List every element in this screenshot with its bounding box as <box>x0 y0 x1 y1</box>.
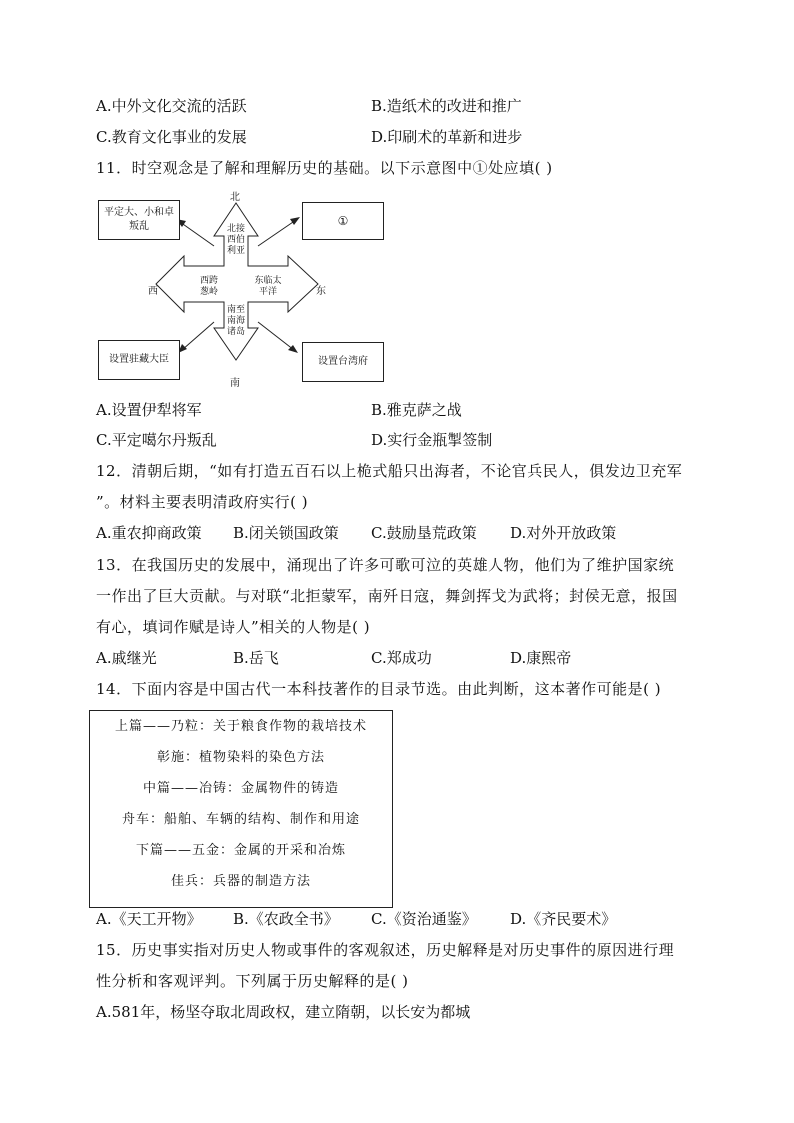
q14-option-c: C.《资治通鉴》 <box>371 910 477 928</box>
se-event-box: 设置台湾府 <box>302 342 384 382</box>
q15-option-a: A.581年，杨坚夺取北周政权，建立隋朝，以长安为都城 <box>96 1003 471 1021</box>
east-arrow-text: 东临太 平洋 <box>254 276 282 297</box>
q10-option-d: D.印刷术的革新和进步 <box>371 128 523 146</box>
q11-option-a: A.设置伊犁将军 <box>96 401 202 419</box>
q14-option-a: A.《天工开物》 <box>96 910 202 928</box>
q11-stem: 11．时空观念是了解和理解历史的基础。以下示意图中①处应填( ) <box>96 159 553 177</box>
book-line-1: 上篇——乃粒：关于粮食作物的栽培技术 <box>114 719 367 734</box>
book-line-4: 舟车：船舶、车辆的结构、制作和用途 <box>121 812 360 827</box>
south-arrow-text: 南至 南海 诸岛 <box>226 305 245 337</box>
q13-option-c: C.郑成功 <box>371 649 432 667</box>
q13-option-b: B.岳飞 <box>233 649 279 667</box>
west-label: 西 <box>148 286 158 297</box>
territory-map-diagram <box>96 188 396 388</box>
nw-event-box: 平定大、小和卓 叛乱 <box>98 200 180 240</box>
q10-option-a: A.中外文化交流的活跃 <box>96 97 247 115</box>
book-line-3: 中篇——冶铸：金属物件的铸造 <box>142 781 339 796</box>
west-arrow-text: 西跨 葱岭 <box>199 276 218 297</box>
q11-option-b: B.雅克萨之战 <box>371 401 462 419</box>
q14-stem: 14．下面内容是中国古代一本科技著作的目录节选。由此判断，这本著作可能是( ) <box>96 680 662 698</box>
q12-option-a: A.重农抑商政策 <box>96 524 202 542</box>
q13-option-a: A.戚继光 <box>96 649 157 667</box>
book-line-2: 彰施：植物染料的染色方法 <box>156 750 325 765</box>
q13-stem-line2: 一作出了巨大贡献。与对联“北拒蒙军，南歼日寇，舞剑挥戈为武将；封侯无意，报国 <box>96 587 678 605</box>
book-contents-box <box>89 710 393 908</box>
q12-stem-line1: 12．清朝后期，“如有打造五百石以上桅式船只出海者，不论官兵民人，俱发边卫充军 <box>96 462 683 480</box>
q14-option-d: D.《齐民要术》 <box>510 910 617 928</box>
east-label: 东 <box>316 286 326 297</box>
sw-event-box: 设置驻藏大臣 <box>98 340 180 380</box>
q14-option-b: B.《农政全书》 <box>233 910 339 928</box>
ne-blank-box: ① <box>302 202 384 240</box>
q15-stem-line2: 性分析和客观评判。下列属于历史解释的是( ) <box>96 972 409 990</box>
q12-option-b: B.闭关锁国政策 <box>233 524 339 542</box>
q13-stem-line1: 13．在我国历史的发展中，涌现出了许多可歌可泣的英雄人物，他们为了维护国家统 <box>96 556 675 574</box>
q11-option-d: D.实行金瓶掣签制 <box>371 431 493 449</box>
south-label: 南 <box>230 378 240 389</box>
q12-option-c: C.鼓励垦荒政策 <box>371 524 477 542</box>
q11-option-c: C.平定噶尔丹叛乱 <box>96 431 217 449</box>
north-label: 北 <box>230 192 240 203</box>
q15-stem-line1: 15．历史事实指对历史人物或事件的客观叙述，历史解释是对历史事件的原因进行理 <box>96 941 675 959</box>
q13-stem-line3: 有心，填词作赋是诗人”相关的人物是( ) <box>96 618 371 636</box>
q12-option-d: D.对外开放政策 <box>510 524 617 542</box>
book-line-5: 下篇——五金：金属的开采和冶炼 <box>135 843 346 858</box>
north-arrow-text: 北接 西伯 利亚 <box>226 224 245 256</box>
q13-option-d: D.康熙帝 <box>510 649 572 667</box>
q10-option-c: C.教育文化事业的发展 <box>96 128 247 146</box>
q12-stem-line2: ”。材料主要表明清政府实行( ) <box>96 493 309 511</box>
q10-option-b: B.造纸术的改进和推广 <box>371 97 522 115</box>
book-line-6: 佳兵：兵器的制造方法 <box>170 874 311 889</box>
